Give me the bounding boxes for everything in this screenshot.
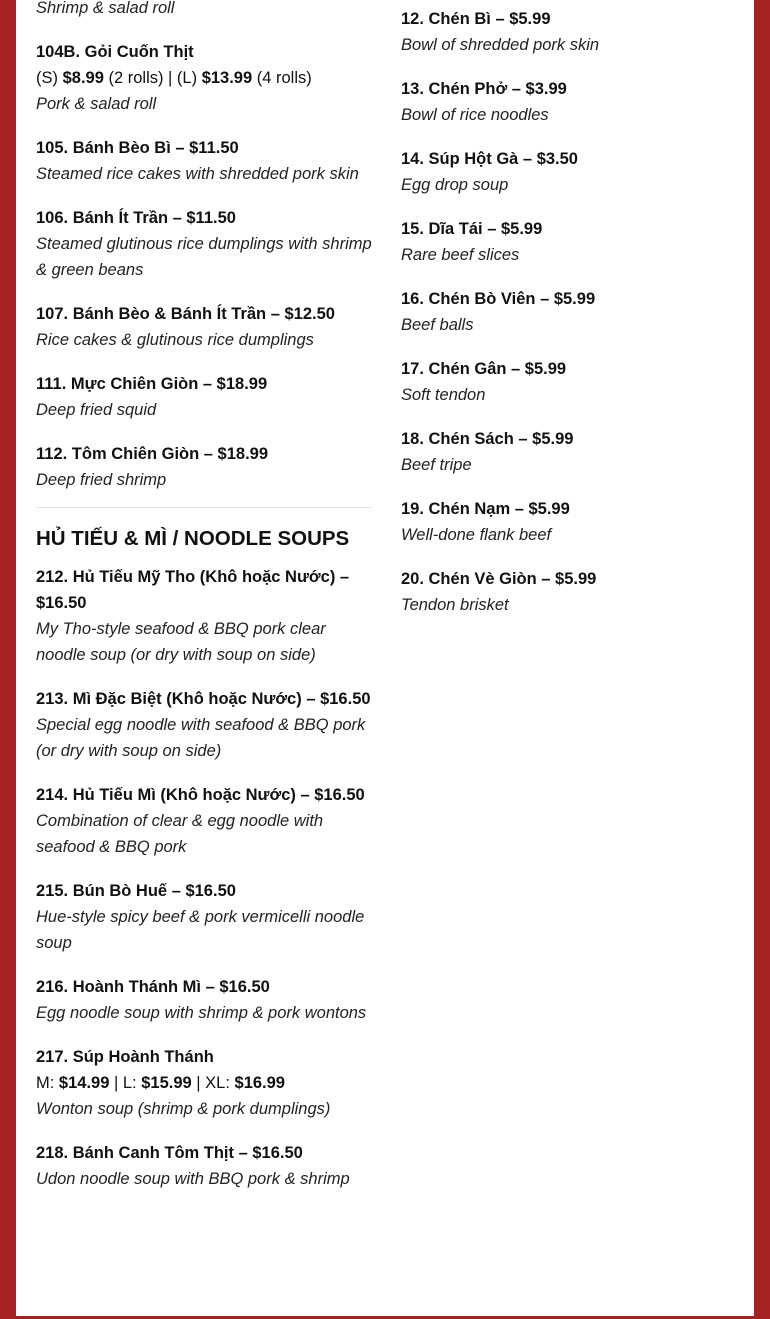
item-name: 214. Hủ Tiếu Mì (Khô hoặc Nước) – $16.50	[36, 786, 365, 804]
item-description: Hue-style spicy beef & pork vermicelli noodle soup	[36, 908, 365, 952]
item-description: Rare beef slices	[401, 246, 520, 264]
menu-item	[36, 974, 374, 1026]
menu-item	[401, 76, 741, 128]
menu-item	[401, 216, 741, 268]
item-name: 20. Chén Vè Giòn – $5.99	[401, 570, 597, 588]
menu-item	[36, 782, 374, 860]
item-description: Pork & salad roll	[36, 95, 157, 113]
item-description: Beef balls	[401, 316, 474, 334]
menu-item	[36, 564, 374, 668]
menu-item	[36, 301, 374, 353]
item-name: 14. Súp Hột Gà – $3.50	[401, 150, 578, 168]
item-sizes	[36, 65, 374, 91]
item-description: Bowl of rice noodles	[401, 106, 549, 124]
menu-item	[36, 135, 374, 187]
item-description: Soft tendon	[401, 386, 486, 404]
size-label: (S)	[36, 69, 63, 87]
menu-item	[401, 496, 741, 548]
menu-item	[401, 146, 741, 198]
right-column	[401, 6, 741, 636]
left-column	[36, 0, 374, 1210]
item-description: Steamed rice cakes with shredded pork skin	[36, 165, 359, 183]
item-description: Well-done flank beef	[401, 526, 552, 544]
menu-item	[36, 878, 374, 956]
menu-item	[401, 426, 741, 478]
menu-item	[36, 1140, 374, 1192]
item-description: Special egg noodle with seafood & BBQ pork (or dry with soup on side)	[36, 716, 366, 760]
item-name: 15. Dĩa Tái – $5.99	[401, 220, 543, 238]
size-label: L:	[122, 1074, 142, 1092]
item-name: 217. Súp Hoành Thánh	[36, 1048, 214, 1066]
item-name: 18. Chén Sách – $5.99	[401, 430, 574, 448]
size-separator: |	[109, 1074, 123, 1092]
section-divider	[36, 507, 372, 508]
item-description: Tendon brisket	[401, 596, 509, 614]
menu-item	[36, 205, 374, 283]
item-name: 105. Bánh Bèo Bì – $11.50	[36, 139, 239, 157]
item-name: 218. Bánh Canh Tôm Thịt – $16.50	[36, 1144, 303, 1162]
item-name: 104B. Gỏi Cuốn Thịt	[36, 43, 194, 61]
item-name: 12. Chén Bì – $5.99	[401, 10, 551, 28]
size-separator: |	[191, 1074, 206, 1092]
size-note: (4 rolls)	[252, 69, 312, 87]
item-description: Wonton soup (shrimp & pork dumplings)	[36, 1100, 331, 1118]
item-description: Deep fried squid	[36, 401, 157, 419]
item-sizes	[36, 1070, 374, 1096]
item-name: 112. Tôm Chiên Giòn – $18.99	[36, 445, 269, 463]
menu-item	[401, 6, 741, 58]
item-name: 215. Bún Bò Huế – $16.50	[36, 882, 236, 900]
menu-item	[401, 566, 741, 618]
item-description: Egg noodle soup with shrimp & pork wontons	[36, 1004, 367, 1022]
section-title: HỦ TIẾU & MÌ / NOODLE SOUPS	[36, 527, 350, 550]
item-description: Combination of clear & egg noodle with seafood & BBQ pork	[36, 812, 324, 856]
size-price: $15.99	[141, 1074, 192, 1092]
size-label: M:	[36, 1074, 59, 1092]
menu-page	[16, 0, 754, 1316]
menu-item	[401, 286, 741, 338]
item-description: Udon noodle soup with BBQ pork & shrimp	[36, 1170, 350, 1188]
item-name: 13. Chén Phở – $3.99	[401, 80, 567, 98]
item-name: 19. Chén Nạm – $5.99	[401, 500, 570, 518]
size-price: $13.99	[201, 69, 253, 87]
item-description: Deep fried shrimp	[36, 471, 167, 489]
size-price: $8.99	[62, 69, 104, 87]
item-name: 216. Hoành Thánh Mì – $16.50	[36, 978, 270, 996]
item-description: Steamed glutinous rice dumplings with shrimp & green beans	[36, 235, 372, 279]
item-name: 213. Mì Đặc Biệt (Khô hoặc Nước) – $16.50	[36, 690, 371, 708]
menu-item	[36, 441, 374, 493]
item-name: 107. Bánh Bèo & Bánh Ít Trần – $12.50	[36, 305, 335, 323]
size-price: $16.99	[234, 1074, 285, 1092]
item-name: 111. Mực Chiên Giòn – $18.99	[36, 375, 268, 393]
menu-item	[36, 371, 374, 423]
size-price: $14.99	[58, 1074, 110, 1092]
item-name: 212. Hủ Tiếu Mỹ Tho (Khô hoặc Nước) – $16.50	[36, 568, 350, 612]
menu-item-cut	[36, 0, 374, 21]
item-description: Egg drop soup	[401, 176, 509, 194]
item-description: Shrimp & salad roll	[36, 0, 175, 17]
menu-item	[401, 356, 741, 408]
item-description: Rice cakes & glutinous rice dumplings	[36, 331, 314, 349]
menu-item	[36, 39, 374, 117]
menu-item	[36, 686, 374, 764]
item-description: Bowl of shredded pork skin	[401, 36, 600, 54]
item-name: 17. Chén Gân – $5.99	[401, 360, 567, 378]
size-label: XL:	[205, 1074, 235, 1092]
item-description: Beef tripe	[401, 456, 472, 474]
item-name: 16. Chén Bò Viên – $5.99	[401, 290, 596, 308]
item-description: My Tho-style seafood & BBQ pork clear noodle soup (or dry with soup on side)	[36, 620, 326, 664]
item-name: 106. Bánh Ít Trần – $11.50	[36, 209, 236, 227]
menu-item	[36, 1044, 374, 1122]
size-note: (2 rolls) | (L)	[103, 69, 202, 87]
